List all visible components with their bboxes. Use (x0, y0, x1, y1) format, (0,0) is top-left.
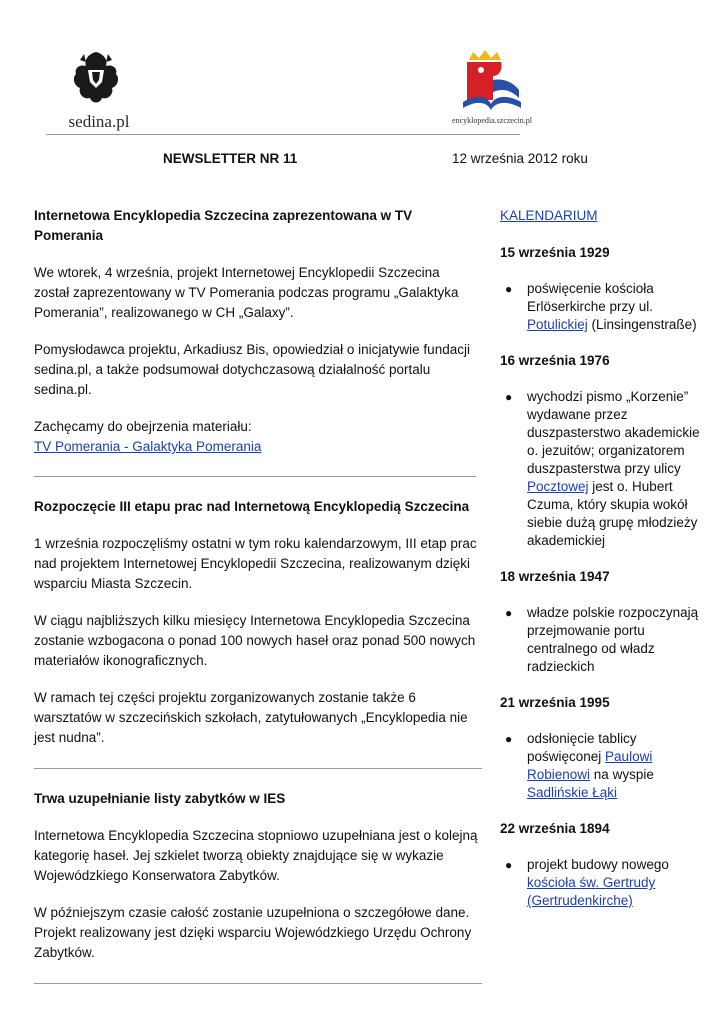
tv-pomerania-link[interactable]: TV Pomerania - Galaktyka Pomerania (34, 439, 262, 454)
calendar-date: 22 września 1894 (500, 821, 610, 836)
newsletter-date: 12 września 2012 roku (452, 151, 588, 166)
calendar-event (500, 730, 710, 802)
griffin-emblem-icon (66, 48, 126, 108)
sedina-logo (58, 48, 138, 132)
newsletter-title: NEWSLETTER NR 11 (163, 151, 298, 166)
calendar-event-link[interactable]: kościoła św. Gertrudy (Gertrudenkirche) (527, 875, 656, 908)
calendar-event-text: poświęcenie kościoła Erlöserkirche przy ul. (527, 281, 654, 314)
calendar-event-text: władze polskie rozpoczynają przejmowanie portu centralnego od władz radzieckich (527, 605, 699, 674)
article-monuments (34, 789, 482, 963)
article-paragraph-text: Zachęcamy do obejrzenia materiału: (34, 419, 252, 434)
calendar-event-list (500, 604, 710, 676)
calendar-event (500, 856, 710, 910)
article-title: Rozpoczęcie III etapu prac nad Internetową Encyklopedią Szczecina (34, 499, 470, 514)
calendar-sidebar (500, 206, 710, 927)
main-column (34, 206, 482, 984)
calendar-event (500, 604, 710, 676)
calendar-event-link[interactable]: Pocztowej (527, 479, 589, 494)
calendar-date: 18 września 1947 (500, 569, 610, 584)
calendar-event-text: (Linsingenstraße) (587, 317, 697, 332)
bullet-icon: ● (505, 606, 513, 620)
article-divider (34, 476, 476, 477)
calendar-event-text: wychodzi pismo „Korzenie” wydawane przez duszpasterstwo akademickie o. jezuitów; organizatorem duszpasterstwa przy ulicy (527, 389, 700, 476)
article-divider (34, 768, 482, 769)
calendar-event-text: na wyspie (590, 767, 654, 782)
calendar-event (500, 388, 710, 550)
calendar-event-list (500, 280, 710, 334)
article-tv-pomerania (34, 206, 474, 457)
calendar-event (500, 280, 710, 334)
bullet-icon: ● (505, 732, 513, 746)
bullet-icon: ● (505, 858, 513, 872)
calendar-date: 16 września 1976 (500, 353, 610, 368)
encyklopedia-logo-text: encyklopedia.szczecin.pl (452, 116, 532, 125)
sedina-logo-text: sedina.pl (68, 112, 130, 131)
calendar-event-text: odsłonięcie tablicy poświęconej (527, 731, 637, 764)
calendar-event-link[interactable]: Sadlińskie Łąki (527, 785, 618, 800)
bullet-icon: ● (505, 282, 513, 296)
article-title: Trwa uzupełnianie listy zabytków w IES (34, 791, 286, 806)
calendar-event-list (500, 856, 710, 910)
article-paragraph: W ciągu najbliższych kilku miesięcy Internetowa Encyklopedia Szczecina zostanie wzbogacona o ponad 100 nowych haseł oraz ponad 500 nowych materiałów ikonograficznych. (34, 613, 476, 668)
bullet-icon: ● (505, 390, 513, 404)
calendar-event-text: jest o. Hubert Czuma, który skupia wokół siebie dużą grupę młodzieży akademickiej (527, 479, 698, 548)
article-paragraph: W późniejszym czasie całość zostanie uzupełniona o szczegółowe dane. Projekt realizowany jest dzięki wsparciu Wojewódzkiego Urzędu Ochrony Zabytków. (34, 905, 472, 960)
article-paragraph: Internetowa Encyklopedia Szczecina stopniowo uzupełniana jest o kolejną kategorię haseł. Jej szkielet tworzą obiekty znajdujące się w wykazie Wojewódzkiego Konserwatora Zabytków. (34, 828, 478, 883)
calendar-event-text: projekt budowy nowego (527, 857, 669, 872)
calendar-date: 21 września 1995 (500, 695, 610, 710)
article-paragraph: We wtorek, 4 września, projekt Internetowej Encyklopedii Szczecina został zaprezentowany w TV Pomerania podczas programu „Galaktyka Pomerania”, realizowanego w CH „Galaxy”. (34, 265, 459, 320)
article-paragraph: Pomysłodawca projektu, Arkadiusz Bis, opowiedział o inicjatywie fundacji sedina.pl, a także podsumował dotychczasową działalność portalu sedina.pl. (34, 342, 470, 397)
article-stage-three (34, 497, 482, 748)
article-paragraph (34, 417, 474, 457)
encyklopedia-logo (447, 50, 537, 130)
article-divider (34, 983, 482, 984)
calendar-event-list (500, 730, 710, 802)
encyklopedia-book-icon (453, 50, 529, 114)
calendar-event-list (500, 388, 710, 550)
article-paragraph: W ramach tej części projektu zorganizowanych zostanie także 6 warsztatów w szczecińskich szkołach, zatytułowanych „Encyklopedia nie jest nudna”. (34, 690, 468, 745)
calendar-date: 15 września 1929 (500, 245, 610, 260)
article-paragraph: 1 września rozpoczęliśmy ostatni w tym roku kalendarzowym, III etap prac nad projektem Internetowej Encyklopedii Szczecina, realizowanym dzięki wsparciu Miasta Szczecin. (34, 536, 477, 591)
article-title: Internetowa Encyklopedia Szczecina zaprezentowana w TV Pomerania (34, 208, 413, 243)
calendar-event-link[interactable]: Potulickiej (527, 317, 588, 332)
kalendarium-link[interactable]: KALENDARIUM (500, 208, 598, 223)
calendar-entries (500, 243, 710, 910)
header-divider (46, 134, 520, 135)
calendar-event-link[interactable]: Paulowi Robienowi (527, 749, 653, 782)
